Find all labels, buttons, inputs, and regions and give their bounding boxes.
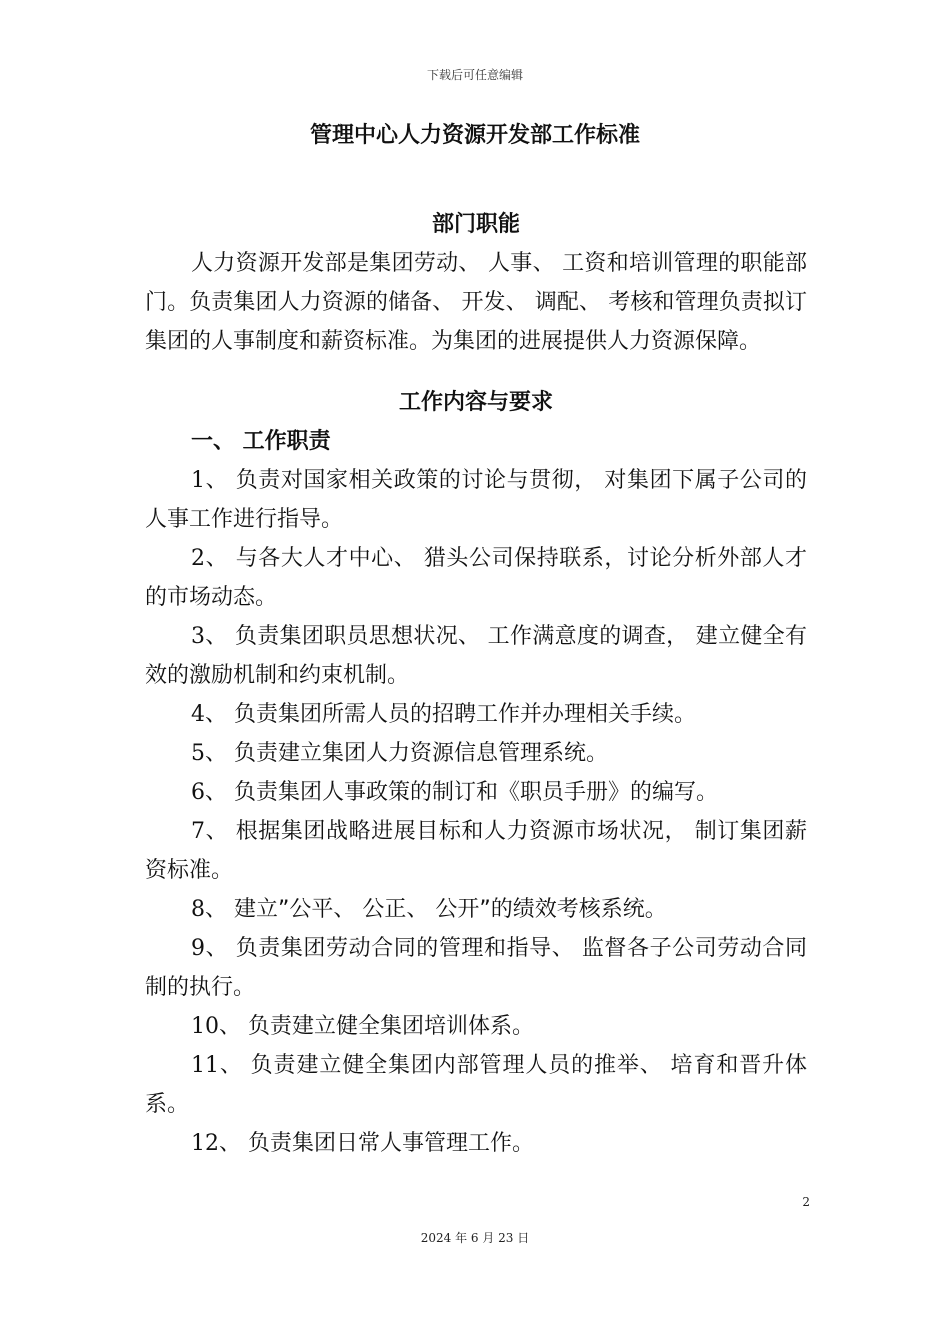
list-item (145, 929, 807, 1007)
section-heading-department-function: 部门职能 (431, 212, 520, 237)
list-item (145, 1046, 807, 1124)
item-text: 负责建立集团人力资源信息管理系统。 (234, 741, 609, 766)
document-body (145, 205, 807, 1163)
list-item (145, 461, 807, 539)
list-item (145, 890, 807, 929)
department-function-paragraph: 人力资源开发部是集团劳动、 人事、 工资和培训管理的职能部门。负责集团人力资源的储备、 开发、 调配、 考核和管理负责拟订集团的人事制度和薪资标准。为集团的进展提供人力资源保障。 (145, 251, 807, 354)
item-number: 10、 (191, 1014, 241, 1039)
list-item (145, 812, 807, 890)
list-item (145, 1124, 807, 1163)
item-text: 负责集团劳动合同的管理和指导、 监督各子公司劳动合同制的执行。 (145, 936, 807, 1000)
item-text: 负责集团职员思想状况、 工作满意度的调查， 建立健全有效的激励机制和约束机制。 (145, 624, 807, 688)
item-number: 6、 (191, 780, 227, 805)
item-text: 建立”公平、 公正、 公开”的绩效考核系统。 (234, 897, 667, 922)
page-number: 2 (802, 1195, 810, 1209)
item-number: 3、 (191, 624, 228, 649)
item-number: 2、 (191, 546, 229, 571)
list-item (145, 539, 807, 617)
item-text: 根据集团战略进展目标和人力资源市场状况， 制订集团薪资标准。 (145, 819, 807, 883)
item-text: 负责集团日常人事管理工作。 (248, 1131, 535, 1156)
list-item (145, 773, 807, 812)
item-number: 11、 (191, 1053, 243, 1078)
item-text: 负责集团人事政策的制订和《职员手册》的编写。 (234, 780, 719, 805)
item-number: 9、 (191, 936, 229, 961)
subheading-work-duties: 一、 工作职责 (191, 429, 331, 454)
item-number: 12、 (191, 1131, 241, 1156)
header-note: 下载后可任意编辑 (426, 68, 523, 82)
item-number: 8、 (191, 897, 227, 922)
list-item (145, 1007, 807, 1046)
footer-date: 2024 年 6 月 23 日 (420, 1231, 530, 1245)
item-text: 负责建立健全集团培训体系。 (248, 1014, 535, 1039)
item-number: 1、 (191, 468, 229, 493)
document-title: 管理中心人力资源开发部工作标准 (309, 123, 640, 148)
section-heading-work-content: 工作内容与要求 (398, 390, 553, 415)
item-text: 负责集团所需人员的招聘工作并办理相关手续。 (234, 702, 697, 727)
list-item (145, 695, 807, 734)
list-item (145, 617, 807, 695)
item-text: 与各大人才中心、 猎头公司保持联系，讨论分析外部人才的市场动态。 (145, 546, 807, 610)
item-number: 4、 (191, 702, 227, 727)
item-text: 负责建立健全集团内部管理人员的推举、 培育和晋升体系。 (145, 1053, 808, 1117)
item-number: 5、 (191, 741, 227, 766)
list-item (145, 734, 807, 773)
duty-list (145, 461, 807, 1163)
item-text: 负责对国家相关政策的讨论与贯彻， 对集团下属子公司的人事工作进行指导。 (145, 468, 807, 532)
item-number: 7、 (191, 819, 229, 844)
